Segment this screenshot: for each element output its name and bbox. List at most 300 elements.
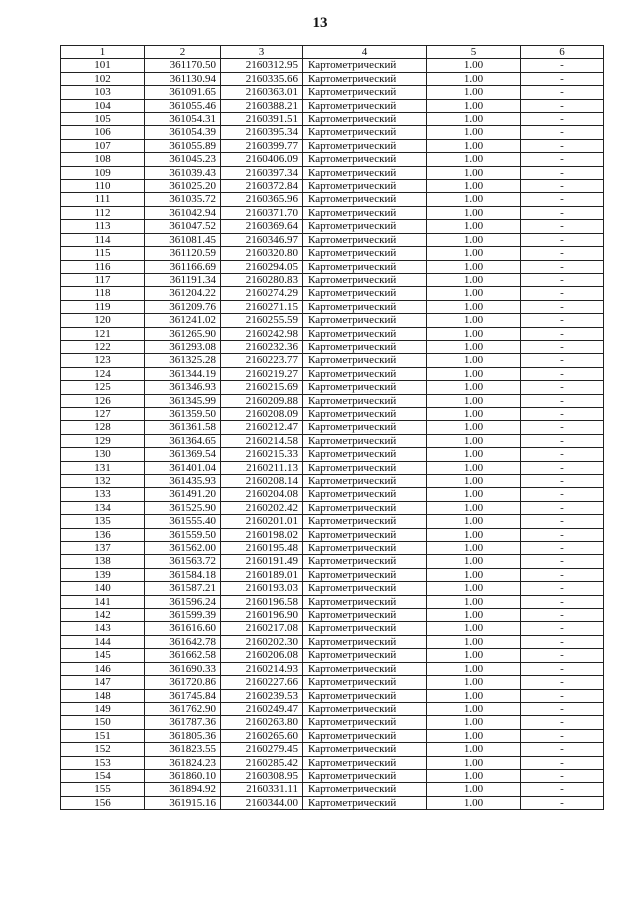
y-coordinate-cell: 2160191.49	[221, 555, 303, 568]
table-row	[61, 193, 604, 206]
y-coordinate-cell: 2160395.34	[221, 126, 303, 139]
note-cell: -	[521, 622, 604, 635]
point-number-cell: 130	[61, 448, 145, 461]
y-coordinate-cell: 2160214.93	[221, 662, 303, 675]
method-cell: Картометрический	[303, 367, 427, 380]
accuracy-cell: 1.00	[427, 273, 521, 286]
x-coordinate-cell: 361559.50	[145, 528, 221, 541]
point-number-cell: 117	[61, 273, 145, 286]
method-cell: Картометрический	[303, 475, 427, 488]
table-row	[61, 153, 604, 166]
accuracy-cell: 1.00	[427, 649, 521, 662]
accuracy-cell: 1.00	[427, 676, 521, 689]
x-coordinate-cell: 361491.20	[145, 488, 221, 501]
table-row	[61, 743, 604, 756]
x-coordinate-cell: 361209.76	[145, 300, 221, 313]
note-cell: -	[521, 542, 604, 555]
point-number-cell: 124	[61, 367, 145, 380]
point-number-cell: 111	[61, 193, 145, 206]
point-number-cell: 151	[61, 729, 145, 742]
table-row	[61, 72, 604, 85]
point-number-cell: 114	[61, 233, 145, 246]
table-row	[61, 273, 604, 286]
x-coordinate-cell: 361824.23	[145, 756, 221, 769]
x-coordinate-cell: 361596.24	[145, 595, 221, 608]
x-coordinate-cell: 361584.18	[145, 568, 221, 581]
method-cell: Картометрический	[303, 729, 427, 742]
y-coordinate-cell: 2160271.15	[221, 300, 303, 313]
accuracy-cell: 1.00	[427, 407, 521, 420]
table-row	[61, 180, 604, 193]
method-cell: Картометрический	[303, 421, 427, 434]
accuracy-cell: 1.00	[427, 86, 521, 99]
note-cell: -	[521, 609, 604, 622]
y-coordinate-cell: 2160219.27	[221, 367, 303, 380]
table-row	[61, 434, 604, 447]
accuracy-cell: 1.00	[427, 448, 521, 461]
table-row	[61, 220, 604, 233]
table-row	[61, 86, 604, 99]
note-cell: -	[521, 689, 604, 702]
table-row	[61, 542, 604, 555]
point-number-cell: 141	[61, 595, 145, 608]
method-cell: Картометрический	[303, 649, 427, 662]
x-coordinate-cell: 361204.22	[145, 287, 221, 300]
note-cell: -	[521, 595, 604, 608]
note-cell: -	[521, 166, 604, 179]
table-row	[61, 126, 604, 139]
y-coordinate-cell: 2160202.30	[221, 635, 303, 648]
method-cell: Картометрический	[303, 314, 427, 327]
y-coordinate-cell: 2160223.77	[221, 354, 303, 367]
note-cell: -	[521, 716, 604, 729]
method-cell: Картометрический	[303, 287, 427, 300]
y-coordinate-cell: 2160391.51	[221, 113, 303, 126]
point-number-cell: 138	[61, 555, 145, 568]
accuracy-cell: 1.00	[427, 367, 521, 380]
note-cell: -	[521, 756, 604, 769]
accuracy-cell: 1.00	[427, 113, 521, 126]
note-cell: -	[521, 113, 604, 126]
note-cell: -	[521, 568, 604, 581]
header-col-2: 2	[145, 46, 221, 59]
y-coordinate-cell: 2160369.64	[221, 220, 303, 233]
method-cell: Картометрический	[303, 206, 427, 219]
note-cell: -	[521, 796, 604, 809]
y-coordinate-cell: 2160208.09	[221, 407, 303, 420]
header-col-4: 4	[303, 46, 427, 59]
method-cell: Картометрический	[303, 501, 427, 514]
method-cell: Картометрический	[303, 113, 427, 126]
method-cell: Картометрический	[303, 153, 427, 166]
x-coordinate-cell: 361081.45	[145, 233, 221, 246]
accuracy-cell: 1.00	[427, 555, 521, 568]
note-cell: -	[521, 86, 604, 99]
note-cell: -	[521, 783, 604, 796]
point-number-cell: 105	[61, 113, 145, 126]
y-coordinate-cell: 2160239.53	[221, 689, 303, 702]
note-cell: -	[521, 273, 604, 286]
accuracy-cell: 1.00	[427, 582, 521, 595]
note-cell: -	[521, 193, 604, 206]
point-number-cell: 119	[61, 300, 145, 313]
y-coordinate-cell: 2160198.02	[221, 528, 303, 541]
header-col-5: 5	[427, 46, 521, 59]
table-row	[61, 676, 604, 689]
accuracy-cell: 1.00	[427, 488, 521, 501]
y-coordinate-cell: 2160274.29	[221, 287, 303, 300]
point-number-cell: 125	[61, 381, 145, 394]
method-cell: Картометрический	[303, 676, 427, 689]
y-coordinate-cell: 2160204.08	[221, 488, 303, 501]
accuracy-cell: 1.00	[427, 568, 521, 581]
table-row	[61, 206, 604, 219]
method-cell: Картометрический	[303, 622, 427, 635]
coordinates-table	[60, 45, 604, 810]
table-row	[61, 314, 604, 327]
accuracy-cell: 1.00	[427, 72, 521, 85]
note-cell: -	[521, 434, 604, 447]
x-coordinate-cell: 361599.39	[145, 609, 221, 622]
method-cell: Картометрический	[303, 609, 427, 622]
x-coordinate-cell: 361616.60	[145, 622, 221, 635]
table-row	[61, 139, 604, 152]
x-coordinate-cell: 361435.93	[145, 475, 221, 488]
method-cell: Картометрический	[303, 394, 427, 407]
point-number-cell: 136	[61, 528, 145, 541]
point-number-cell: 152	[61, 743, 145, 756]
table-row	[61, 649, 604, 662]
table-row	[61, 528, 604, 541]
table-row	[61, 582, 604, 595]
accuracy-cell: 1.00	[427, 662, 521, 675]
accuracy-cell: 1.00	[427, 528, 521, 541]
table-row	[61, 448, 604, 461]
y-coordinate-cell: 2160202.42	[221, 501, 303, 514]
y-coordinate-cell: 2160206.08	[221, 649, 303, 662]
method-cell: Картометрический	[303, 796, 427, 809]
note-cell: -	[521, 139, 604, 152]
point-number-cell: 142	[61, 609, 145, 622]
table-row	[61, 488, 604, 501]
table-row	[61, 635, 604, 648]
point-number-cell: 153	[61, 756, 145, 769]
y-coordinate-cell: 2160242.98	[221, 327, 303, 340]
note-cell: -	[521, 407, 604, 420]
note-cell: -	[521, 662, 604, 675]
note-cell: -	[521, 729, 604, 742]
method-cell: Картометрический	[303, 448, 427, 461]
table-row	[61, 407, 604, 420]
x-coordinate-cell: 361860.10	[145, 769, 221, 782]
x-coordinate-cell: 361805.36	[145, 729, 221, 742]
note-cell: -	[521, 528, 604, 541]
note-cell: -	[521, 99, 604, 112]
table-body	[61, 59, 604, 810]
method-cell: Картометрический	[303, 528, 427, 541]
method-cell: Картометрический	[303, 783, 427, 796]
method-cell: Картометрический	[303, 689, 427, 702]
point-number-cell: 132	[61, 475, 145, 488]
x-coordinate-cell: 361525.90	[145, 501, 221, 514]
accuracy-cell: 1.00	[427, 193, 521, 206]
y-coordinate-cell: 2160363.01	[221, 86, 303, 99]
accuracy-cell: 1.00	[427, 796, 521, 809]
y-coordinate-cell: 2160214.58	[221, 434, 303, 447]
method-cell: Картометрический	[303, 260, 427, 273]
table-row	[61, 166, 604, 179]
y-coordinate-cell: 2160397.34	[221, 166, 303, 179]
table-row	[61, 609, 604, 622]
table-row	[61, 340, 604, 353]
table-row	[61, 233, 604, 246]
method-cell: Картометрический	[303, 381, 427, 394]
header-col-3: 3	[221, 46, 303, 59]
method-cell: Картометрический	[303, 273, 427, 286]
y-coordinate-cell: 2160265.60	[221, 729, 303, 742]
x-coordinate-cell: 361344.19	[145, 367, 221, 380]
y-coordinate-cell: 2160365.96	[221, 193, 303, 206]
table-row	[61, 461, 604, 474]
note-cell: -	[521, 126, 604, 139]
y-coordinate-cell: 2160196.58	[221, 595, 303, 608]
x-coordinate-cell: 361325.28	[145, 354, 221, 367]
note-cell: -	[521, 421, 604, 434]
x-coordinate-cell: 361265.90	[145, 327, 221, 340]
method-cell: Картометрический	[303, 702, 427, 715]
method-cell: Картометрический	[303, 716, 427, 729]
x-coordinate-cell: 361042.94	[145, 206, 221, 219]
x-coordinate-cell: 361894.92	[145, 783, 221, 796]
note-cell: -	[521, 314, 604, 327]
table-row	[61, 354, 604, 367]
method-cell: Картометрический	[303, 555, 427, 568]
method-cell: Картометрический	[303, 662, 427, 675]
table-row	[61, 568, 604, 581]
x-coordinate-cell: 361047.52	[145, 220, 221, 233]
y-coordinate-cell: 2160280.83	[221, 273, 303, 286]
x-coordinate-cell: 361045.23	[145, 153, 221, 166]
x-coordinate-cell: 361170.50	[145, 59, 221, 72]
accuracy-cell: 1.00	[427, 421, 521, 434]
table-row	[61, 595, 604, 608]
note-cell: -	[521, 206, 604, 219]
x-coordinate-cell: 361563.72	[145, 555, 221, 568]
table-row	[61, 783, 604, 796]
x-coordinate-cell: 361293.08	[145, 340, 221, 353]
x-coordinate-cell: 361562.00	[145, 542, 221, 555]
point-number-cell: 129	[61, 434, 145, 447]
method-cell: Картометрический	[303, 126, 427, 139]
point-number-cell: 149	[61, 702, 145, 715]
note-cell: -	[521, 555, 604, 568]
point-number-cell: 156	[61, 796, 145, 809]
x-coordinate-cell: 361361.58	[145, 421, 221, 434]
accuracy-cell: 1.00	[427, 716, 521, 729]
x-coordinate-cell: 361055.46	[145, 99, 221, 112]
x-coordinate-cell: 361054.39	[145, 126, 221, 139]
method-cell: Картометрический	[303, 72, 427, 85]
x-coordinate-cell: 361359.50	[145, 407, 221, 420]
x-coordinate-cell: 361823.55	[145, 743, 221, 756]
point-number-cell: 140	[61, 582, 145, 595]
accuracy-cell: 1.00	[427, 394, 521, 407]
y-coordinate-cell: 2160201.01	[221, 515, 303, 528]
point-number-cell: 121	[61, 327, 145, 340]
point-number-cell: 133	[61, 488, 145, 501]
method-cell: Картометрический	[303, 233, 427, 246]
accuracy-cell: 1.00	[427, 354, 521, 367]
point-number-cell: 103	[61, 86, 145, 99]
y-coordinate-cell: 2160232.36	[221, 340, 303, 353]
accuracy-cell: 1.00	[427, 501, 521, 514]
y-coordinate-cell: 2160399.77	[221, 139, 303, 152]
method-cell: Картометрический	[303, 220, 427, 233]
table-row	[61, 501, 604, 514]
note-cell: -	[521, 233, 604, 246]
point-number-cell: 134	[61, 501, 145, 514]
table-row	[61, 622, 604, 635]
y-coordinate-cell: 2160255.59	[221, 314, 303, 327]
point-number-cell: 120	[61, 314, 145, 327]
accuracy-cell: 1.00	[427, 327, 521, 340]
table-row	[61, 99, 604, 112]
table-row	[61, 702, 604, 715]
note-cell: -	[521, 72, 604, 85]
table-row	[61, 475, 604, 488]
y-coordinate-cell: 2160331.11	[221, 783, 303, 796]
x-coordinate-cell: 361120.59	[145, 247, 221, 260]
accuracy-cell: 1.00	[427, 247, 521, 260]
table-row	[61, 394, 604, 407]
x-coordinate-cell: 361054.31	[145, 113, 221, 126]
x-coordinate-cell: 361642.78	[145, 635, 221, 648]
x-coordinate-cell: 361241.02	[145, 314, 221, 327]
point-number-cell: 101	[61, 59, 145, 72]
point-number-cell: 143	[61, 622, 145, 635]
y-coordinate-cell: 2160212.47	[221, 421, 303, 434]
y-coordinate-cell: 2160346.97	[221, 233, 303, 246]
point-number-cell: 102	[61, 72, 145, 85]
table-row	[61, 367, 604, 380]
method-cell: Картометрический	[303, 542, 427, 555]
table-row	[61, 555, 604, 568]
method-cell: Картометрический	[303, 247, 427, 260]
accuracy-cell: 1.00	[427, 180, 521, 193]
accuracy-cell: 1.00	[427, 702, 521, 715]
note-cell: -	[521, 59, 604, 72]
accuracy-cell: 1.00	[427, 287, 521, 300]
note-cell: -	[521, 769, 604, 782]
accuracy-cell: 1.00	[427, 622, 521, 635]
point-number-cell: 110	[61, 180, 145, 193]
y-coordinate-cell: 2160294.05	[221, 260, 303, 273]
point-number-cell: 146	[61, 662, 145, 675]
method-cell: Картометрический	[303, 743, 427, 756]
accuracy-cell: 1.00	[427, 434, 521, 447]
table-row	[61, 729, 604, 742]
y-coordinate-cell: 2160406.09	[221, 153, 303, 166]
point-number-cell: 115	[61, 247, 145, 260]
method-cell: Картометрический	[303, 434, 427, 447]
note-cell: -	[521, 649, 604, 662]
note-cell: -	[521, 180, 604, 193]
accuracy-cell: 1.00	[427, 59, 521, 72]
x-coordinate-cell: 361039.43	[145, 166, 221, 179]
x-coordinate-cell: 361690.33	[145, 662, 221, 675]
point-number-cell: 154	[61, 769, 145, 782]
accuracy-cell: 1.00	[427, 729, 521, 742]
x-coordinate-cell: 361662.58	[145, 649, 221, 662]
note-cell: -	[521, 153, 604, 166]
table-row	[61, 662, 604, 675]
method-cell: Картометрический	[303, 300, 427, 313]
point-number-cell: 148	[61, 689, 145, 702]
y-coordinate-cell: 2160388.21	[221, 99, 303, 112]
note-cell: -	[521, 743, 604, 756]
y-coordinate-cell: 2160196.90	[221, 609, 303, 622]
x-coordinate-cell: 361369.54	[145, 448, 221, 461]
x-coordinate-cell: 361345.99	[145, 394, 221, 407]
point-number-cell: 137	[61, 542, 145, 555]
point-number-cell: 135	[61, 515, 145, 528]
y-coordinate-cell: 2160320.80	[221, 247, 303, 260]
point-number-cell: 155	[61, 783, 145, 796]
note-cell: -	[521, 260, 604, 273]
note-cell: -	[521, 340, 604, 353]
y-coordinate-cell: 2160279.45	[221, 743, 303, 756]
y-coordinate-cell: 2160209.88	[221, 394, 303, 407]
note-cell: -	[521, 381, 604, 394]
x-coordinate-cell: 361401.04	[145, 461, 221, 474]
x-coordinate-cell: 361587.21	[145, 582, 221, 595]
y-coordinate-cell: 2160215.33	[221, 448, 303, 461]
note-cell: -	[521, 220, 604, 233]
header-col-6: 6	[521, 46, 604, 59]
method-cell: Картометрический	[303, 488, 427, 501]
point-number-cell: 127	[61, 407, 145, 420]
point-number-cell: 147	[61, 676, 145, 689]
table-row	[61, 260, 604, 273]
accuracy-cell: 1.00	[427, 381, 521, 394]
point-number-cell: 116	[61, 260, 145, 273]
note-cell: -	[521, 515, 604, 528]
method-cell: Картометрический	[303, 582, 427, 595]
method-cell: Картометрический	[303, 769, 427, 782]
table-row	[61, 300, 604, 313]
accuracy-cell: 1.00	[427, 609, 521, 622]
accuracy-cell: 1.00	[427, 166, 521, 179]
accuracy-cell: 1.00	[427, 314, 521, 327]
note-cell: -	[521, 354, 604, 367]
table-row	[61, 381, 604, 394]
accuracy-cell: 1.00	[427, 260, 521, 273]
x-coordinate-cell: 361762.90	[145, 702, 221, 715]
accuracy-cell: 1.00	[427, 542, 521, 555]
point-number-cell: 113	[61, 220, 145, 233]
y-coordinate-cell: 2160344.00	[221, 796, 303, 809]
method-cell: Картометрический	[303, 568, 427, 581]
page-number: 13	[312, 15, 328, 31]
point-number-cell: 104	[61, 99, 145, 112]
accuracy-cell: 1.00	[427, 635, 521, 648]
table-row	[61, 515, 604, 528]
x-coordinate-cell: 361091.65	[145, 86, 221, 99]
y-coordinate-cell: 2160249.47	[221, 702, 303, 715]
point-number-cell: 122	[61, 340, 145, 353]
y-coordinate-cell: 2160211.13	[221, 461, 303, 474]
y-coordinate-cell: 2160227.66	[221, 676, 303, 689]
